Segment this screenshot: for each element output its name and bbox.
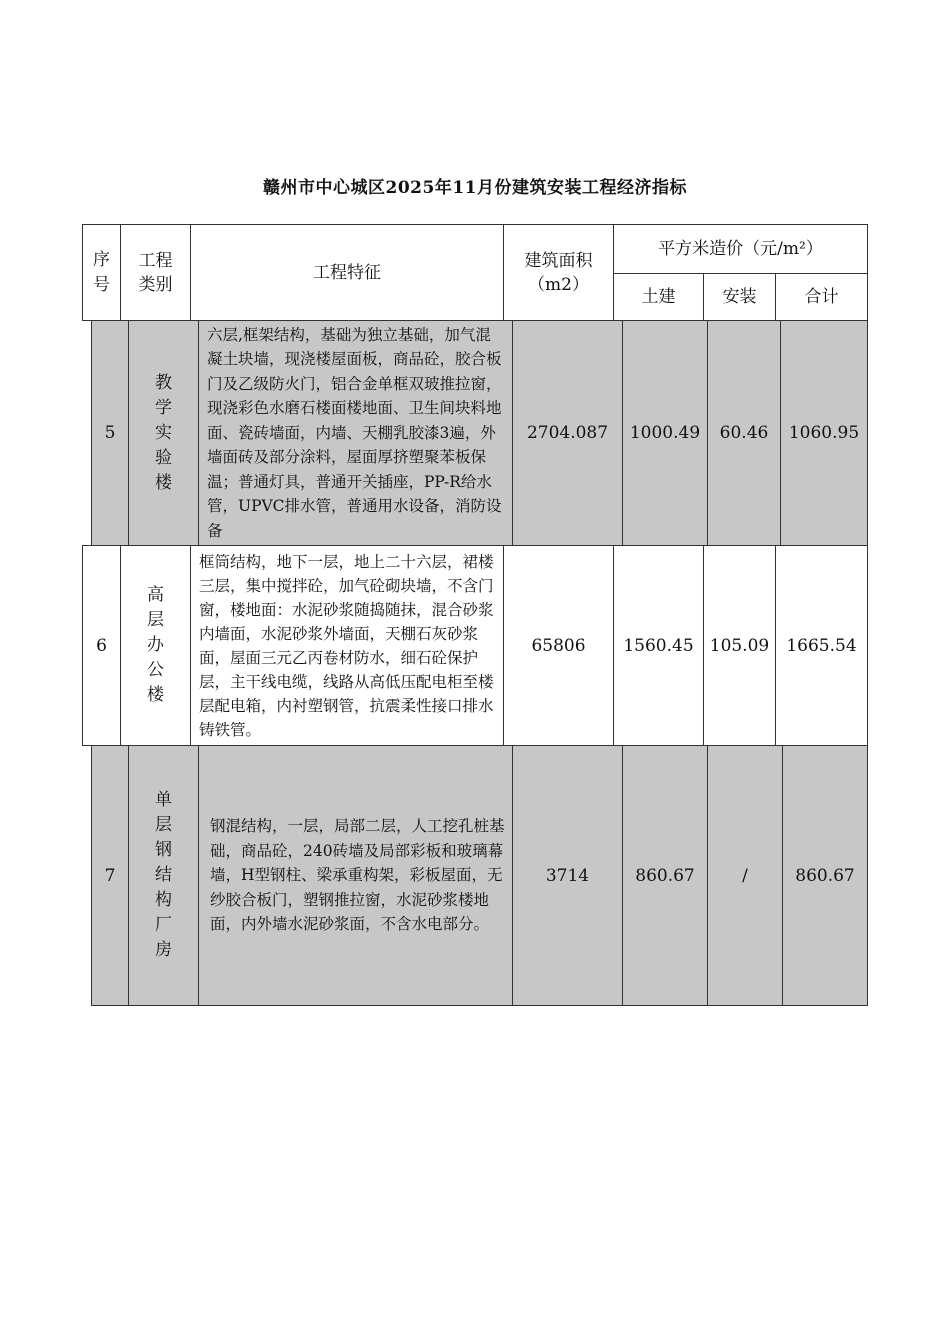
header-category (120, 225, 190, 320)
header-civil: 土建 (613, 273, 703, 320)
header-seq-text: 序号 (93, 249, 110, 295)
header-area (503, 225, 613, 320)
header-category-text: 工程类别 (138, 250, 173, 295)
table-row (82, 545, 868, 746)
row-features: 框筒结构，地下一层，地上二十六层，裙楼三层，集中搅拌砼，加气砼砌块墙，不含门窗，楼地面：水泥砂浆随捣随抹，混合砂浆内墙面，水泥砂浆外墙面，天棚石灰砂浆面，屋面三元乙丙卷材防水，细石砼保护层，主干线电缆，线路从高低压配电柜至楼层配电箱，内衬塑钢管，抗震柔性接口排水铸铁管。 (190, 546, 503, 745)
page-title: 赣州市中心城区2025年11月份建筑安装工程经济指标 (263, 178, 687, 198)
row-category (120, 546, 190, 745)
row-total: 1060.95 (780, 321, 867, 545)
row-install: 60.46 (707, 321, 780, 545)
header-total: 合计 (775, 273, 867, 320)
row-install: / (707, 746, 782, 1005)
row-install: 105.09 (703, 546, 775, 745)
row-category (128, 746, 198, 1005)
row-area: 2704.087 (512, 321, 622, 545)
row-category (128, 321, 198, 545)
row-area: 3714 (512, 746, 622, 1005)
row-category-text: 教学实验楼 (155, 372, 172, 493)
header-seq (83, 225, 120, 320)
header-area-text: 建筑面积（m2） (524, 250, 593, 295)
row-civil: 1000.49 (622, 321, 707, 545)
row-seq: 5 (104, 423, 116, 443)
row-civil: 860.67 (622, 746, 707, 1005)
table-header (82, 224, 868, 321)
row-features: 六层,框架结构，基础为独立基础，加气混凝土块墙，现浇楼屋面板，商品砼，胶合板门及乙级防火门，铝合金单框双玻推拉窗，现浇彩色水磨石楼面楼地面、卫生间块料地面、瓷砖墙面，内墙、天棚乳胶漆3遍，外墙面砖及部分涂料，屋面厚挤塑聚苯板保温；普通灯具，普通开关插座，PP-R给水管，UPVC排水管，普通用水设备，消防设备 (198, 321, 512, 545)
row-seq: 6 (96, 635, 107, 656)
header-price-group: 平方米造价（元/m²） (613, 225, 867, 273)
row-features: 钢混结构，一层，局部二层，人工挖孔桩基础，商品砼，240砖墙及局部彩板和玻璃幕墙，H型钢柱、梁承重构架，彩板屋面，无纱胶合板门，塑钢推拉窗，水泥砂浆楼地面，内外墙水泥砂浆面，不含水电部分。 (198, 746, 512, 1005)
row-civil: 1560.45 (613, 546, 703, 745)
table-row (91, 320, 868, 546)
row-category-text: 高层办公楼 (147, 585, 164, 705)
row-category-text: 单层钢结构厂房 (155, 790, 172, 960)
header-install: 安装 (703, 273, 775, 320)
row-seq: 7 (104, 865, 116, 886)
table-row (91, 745, 868, 1006)
row-area: 65806 (503, 546, 613, 745)
row-total: 860.67 (782, 746, 867, 1005)
row-total: 1665.54 (775, 546, 867, 745)
header-features: 工程特征 (190, 225, 503, 320)
